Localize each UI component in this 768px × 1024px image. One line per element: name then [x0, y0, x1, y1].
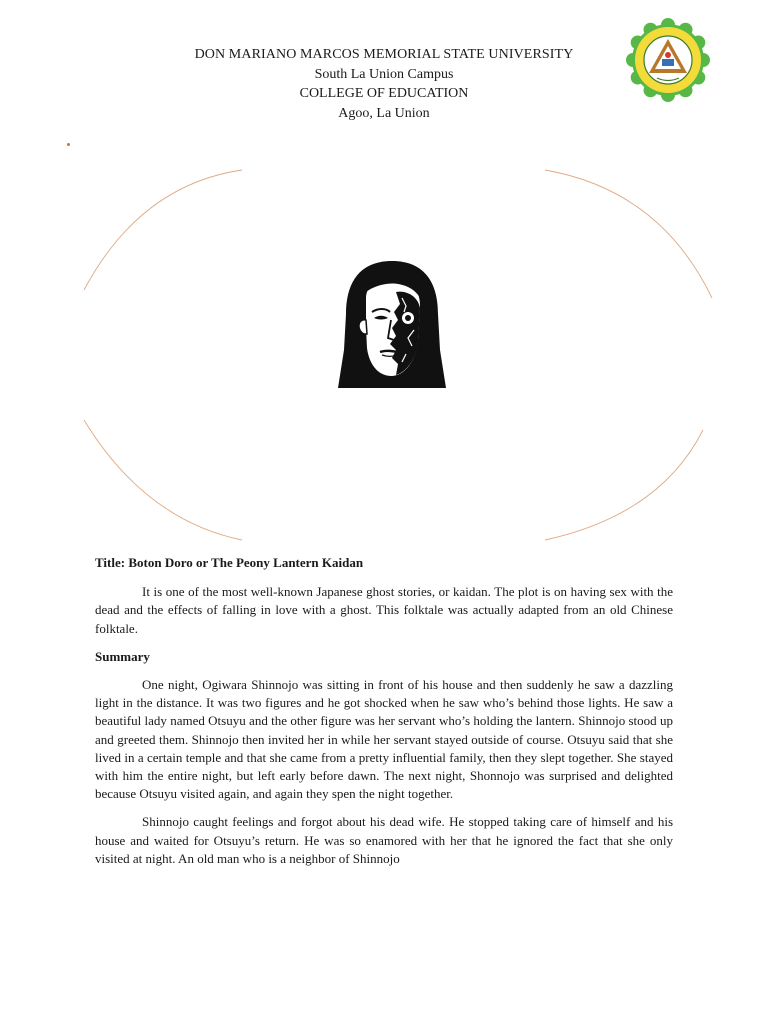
document-title: Title: Boton Doro or The Peony Lantern Kaidan — [95, 555, 364, 570]
summary-paragraph-1: One night, Ogiwara Shinnojo was sitting in front of his house and then suddenly he saw a dazzling light in the distance. It was two figures and he got shocked when he saw who’s behind those lights. He saw a beautiful lady named Otsuyu and the other figure was her servant who’s holding the lantern. Shinnojo stood up and greeted them. Shinnojo then invited her in while her servant stayed outside of course. Otsuyu said that she lived in a certain temple and that she came from a pretty influential family, then they slept together. She stayed with him the entire night, but left early before dawn. The next night, Shonnojo was surprised and delighted because Otsuyu visited again, and again they spen the night together. — [95, 677, 673, 802]
university-seal-logo — [626, 18, 710, 102]
university-name: DON MARIANO MARCOS MEMORIAL STATE UNIVERSITY — [194, 47, 574, 62]
college-name: COLLEGE OF EDUCATION — [299, 86, 469, 101]
summary-heading: Summary — [95, 648, 150, 664]
decorative-dot — [67, 143, 70, 146]
ghost-woman-face-icon — [336, 258, 448, 390]
location: Agoo, La Union — [338, 105, 430, 121]
intro-paragraph: It is one of the most well-known Japanese ghost stories, or kaidan. The plot is on having sex with the dead and the effects of falling in love with a ghost. This folktale was actually adapted from an old Chinese folktale. — [95, 584, 673, 636]
document-body — [95, 554, 673, 868]
summary-paragraph-2: Shinnojo caught feelings and forgot about his dead wife. He stopped taking care of himself and his house and waited for Otsuyu’s return. He was so enamored with her that he ignored the fact that she only visited at night. An old man who is a neighbor of Shinnojo — [95, 814, 673, 866]
campus-name: South La Union Campus — [314, 66, 454, 82]
